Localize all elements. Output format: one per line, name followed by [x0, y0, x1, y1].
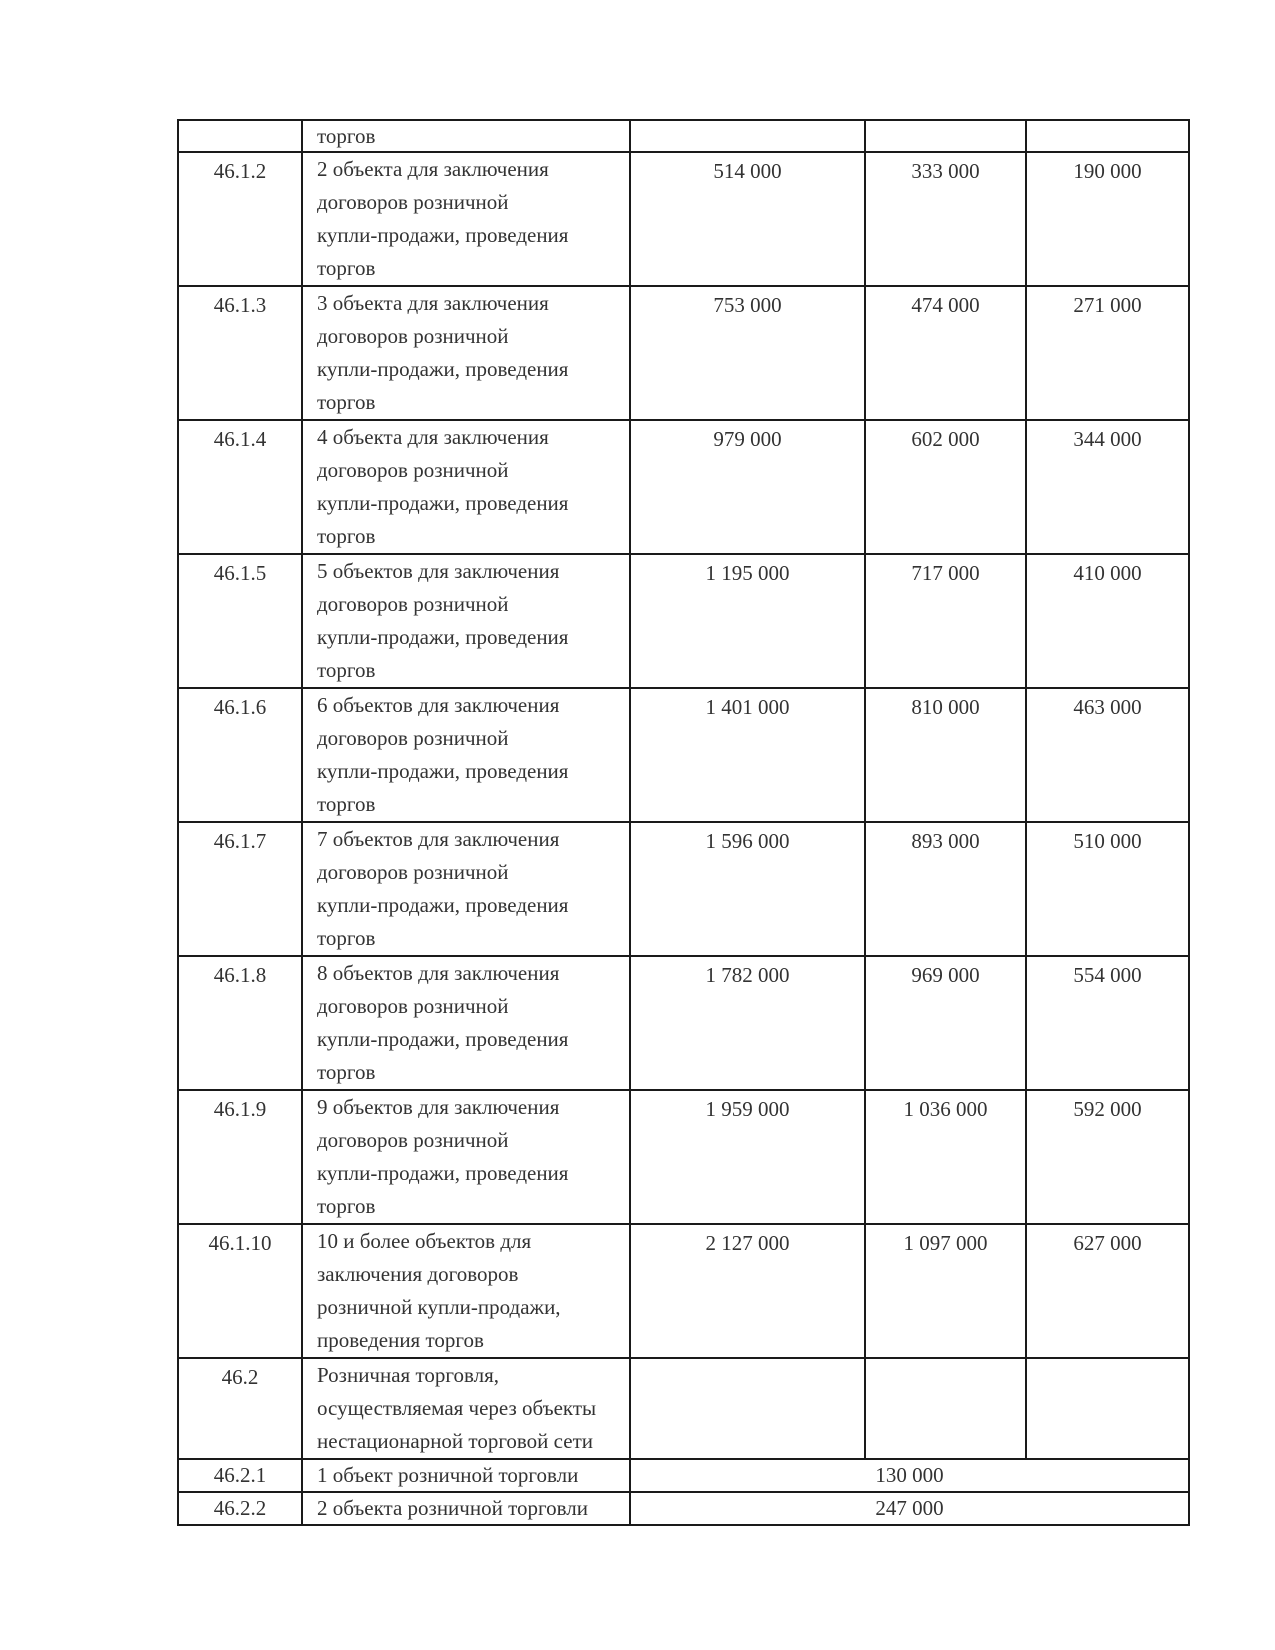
value-cell-3: 344 000 [1026, 420, 1189, 554]
table-row [178, 1090, 1189, 1224]
row-code: 46.1.2 [178, 152, 302, 286]
merged-value-cell: 130 000 [630, 1459, 1189, 1492]
value-cell-1: 1 782 000 [630, 956, 865, 1090]
value-cell-1: 753 000 [630, 286, 865, 420]
value-cell-1 [630, 120, 865, 152]
row-description: Розничная торговля, осуществляемая через объекты нестационарной торговой сети [302, 1358, 630, 1459]
value-cell-1: 1 401 000 [630, 688, 865, 822]
description-line: торгов [317, 124, 376, 148]
row-code [178, 120, 302, 152]
row-code: 46.1.6 [178, 688, 302, 822]
table-row [178, 120, 1189, 152]
row-description: 9 объектов для заключения договоров розничной купли-продажи, проведения торгов [302, 1090, 630, 1224]
value-cell-1: 514 000 [630, 152, 865, 286]
row-code: 46.1.10 [178, 1224, 302, 1358]
value-cell-2: 717 000 [865, 554, 1026, 688]
value-cell-2: 474 000 [865, 286, 1026, 420]
row-description: 2 объекта розничной торговли [302, 1492, 630, 1525]
value-cell-2: 969 000 [865, 956, 1026, 1090]
value-cell-3 [1026, 120, 1189, 152]
row-code: 46.1.7 [178, 822, 302, 956]
row-description: 1 объект розничной торговли [302, 1459, 630, 1492]
row-description: 7 объектов для заключения договоров розничной купли-продажи, проведения торгов [302, 822, 630, 956]
table-row-section [178, 1358, 1189, 1459]
table-row [178, 1224, 1189, 1358]
value-cell-2: 602 000 [865, 420, 1026, 554]
row-code: 46.1.3 [178, 286, 302, 420]
table-row [178, 420, 1189, 554]
row-code: 46.2.2 [178, 1492, 302, 1525]
value-cell-2: 1 097 000 [865, 1224, 1026, 1358]
table-row [178, 554, 1189, 688]
value-cell-3 [1026, 1358, 1189, 1459]
merged-value-cell: 247 000 [630, 1492, 1189, 1525]
row-description: 6 объектов для заключения договоров розничной купли-продажи, проведения торгов [302, 688, 630, 822]
table-row [178, 1459, 1189, 1492]
value-cell-3: 190 000 [1026, 152, 1189, 286]
table-row [178, 1492, 1189, 1525]
value-cell-3: 410 000 [1026, 554, 1189, 688]
row-description: 5 объектов для заключения договоров розничной купли-продажи, проведения торгов [302, 554, 630, 688]
value-cell-2 [865, 1358, 1026, 1459]
row-description: 8 объектов для заключения договоров розничной купли-продажи, проведения торгов [302, 956, 630, 1090]
table-row [178, 956, 1189, 1090]
value-cell-3: 271 000 [1026, 286, 1189, 420]
row-code: 46.2 [178, 1358, 302, 1459]
fee-table [177, 119, 1190, 1526]
value-cell-3: 592 000 [1026, 1090, 1189, 1224]
value-cell-3: 510 000 [1026, 822, 1189, 956]
value-cell-1 [630, 1358, 865, 1459]
value-cell-3: 463 000 [1026, 688, 1189, 822]
value-cell-3: 627 000 [1026, 1224, 1189, 1358]
row-description: 2 объекта для заключения договоров розничной купли-продажи, проведения торгов [302, 152, 630, 286]
row-code: 46.1.9 [178, 1090, 302, 1224]
row-code: 46.1.5 [178, 554, 302, 688]
table-row [178, 152, 1189, 286]
row-description: 10 и более объектов для заключения договоров розничной купли-продажи, проведения торгов [302, 1224, 630, 1358]
row-code: 46.2.1 [178, 1459, 302, 1492]
row-description: 3 объекта для заключения договоров розничной купли-продажи, проведения торгов [302, 286, 630, 420]
row-code: 46.1.8 [178, 956, 302, 1090]
table-row [178, 688, 1189, 822]
value-cell-2: 893 000 [865, 822, 1026, 956]
row-description [302, 120, 630, 152]
value-cell-2 [865, 120, 1026, 152]
value-cell-2: 810 000 [865, 688, 1026, 822]
value-cell-2: 1 036 000 [865, 1090, 1026, 1224]
value-cell-1: 979 000 [630, 420, 865, 554]
value-cell-3: 554 000 [1026, 956, 1189, 1090]
value-cell-1: 1 195 000 [630, 554, 865, 688]
table-row [178, 822, 1189, 956]
value-cell-1: 2 127 000 [630, 1224, 865, 1358]
value-cell-1: 1 959 000 [630, 1090, 865, 1224]
row-description: 4 объекта для заключения договоров розничной купли-продажи, проведения торгов [302, 420, 630, 554]
value-cell-1: 1 596 000 [630, 822, 865, 956]
table-row [178, 286, 1189, 420]
row-code: 46.1.4 [178, 420, 302, 554]
value-cell-2: 333 000 [865, 152, 1026, 286]
